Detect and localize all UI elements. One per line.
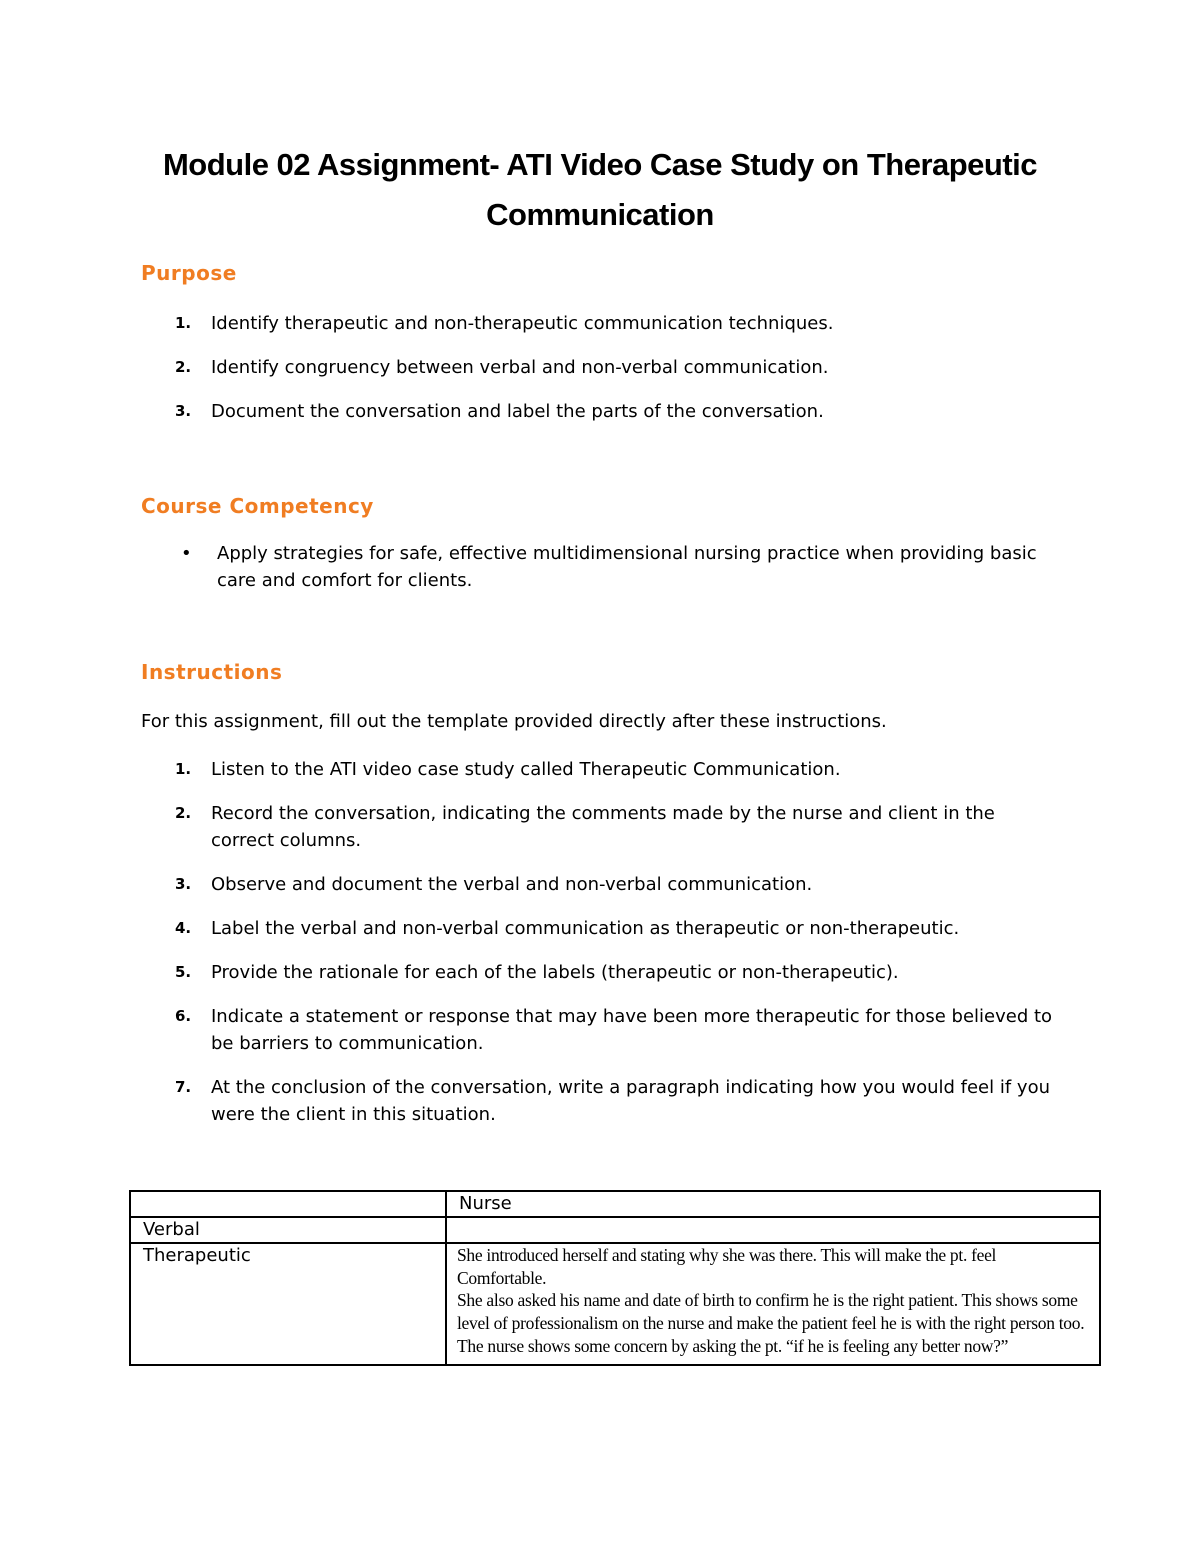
- cell-paragraph: She also asked his name and date of birth to confirm he is the right patient. This shows some level of professionalism on the nurse and make the patient feel he is with the right person too.: [457, 1290, 1085, 1334]
- table-row: [130, 1243, 1100, 1365]
- table-header-nurse: Nurse: [446, 1191, 1100, 1217]
- row-label-therapeutic: Therapeutic: [130, 1243, 446, 1365]
- bullet-icon: •: [181, 543, 192, 564]
- course-competency-heading: Course Competency: [141, 494, 374, 518]
- list-text: Document the conversation and label the parts of the conversation.: [211, 401, 824, 422]
- list-item: [141, 871, 1061, 898]
- list-text: Record the conversation, indicating the comments made by the nurse and client in the correct columns.: [211, 803, 995, 851]
- list-number: 5.: [175, 963, 192, 981]
- list-item: [141, 915, 1061, 942]
- list-number: 4.: [175, 919, 192, 937]
- list-item: [141, 800, 1061, 854]
- list-number: 6.: [175, 1007, 192, 1025]
- list-number: 1.: [175, 314, 192, 332]
- purpose-list: [141, 310, 1061, 425]
- list-number: 3.: [175, 875, 192, 893]
- instructions-list: [141, 756, 1061, 1128]
- instructions-heading: Instructions: [141, 660, 283, 684]
- list-number: 7.: [175, 1078, 192, 1096]
- list-text: Provide the rationale for each of the labels (therapeutic or non-therapeutic).: [211, 962, 899, 983]
- case-study-table: [129, 1190, 1101, 1366]
- list-number: 2.: [175, 804, 192, 822]
- list-item: [141, 1003, 1061, 1057]
- list-item: [141, 310, 1061, 337]
- row-label-verbal: Verbal: [130, 1217, 446, 1243]
- document-title: Module 02 Assignment- ATI Video Case Study on Therapeutic Communication: [162, 147, 1038, 232]
- list-item: [141, 959, 1061, 986]
- row-cell-verbal: [446, 1217, 1100, 1243]
- table-header-row: [130, 1191, 1100, 1217]
- cell-paragraph: She introduced herself and stating why she was there. This will make the pt. feel Comfortable.: [457, 1245, 997, 1288]
- list-text: Listen to the ATI video case study called Therapeutic Communication.: [211, 759, 841, 780]
- cell-paragraph: The nurse shows some concern by asking the pt. “if he is feeling any better now?”: [457, 1335, 1009, 1356]
- list-text: Apply strategies for safe, effective multidimensional nursing practice when providing basic care and comfort for clients.: [217, 543, 1037, 591]
- table-row: [130, 1217, 1100, 1243]
- list-text: Indicate a statement or response that may have been more therapeutic for those believed to be barriers to communication.: [211, 1006, 1053, 1054]
- list-text: Label the verbal and non-verbal communication as therapeutic or non-therapeutic.: [211, 918, 960, 939]
- list-number: 3.: [175, 402, 192, 420]
- list-text: At the conclusion of the conversation, write a paragraph indicating how you would feel if you were the client in this situation.: [211, 1077, 1050, 1125]
- list-number: 1.: [175, 760, 192, 778]
- row-cell-therapeutic: [446, 1243, 1100, 1365]
- list-text: Identify congruency between verbal and non-verbal communication.: [211, 357, 829, 378]
- list-number: 2.: [175, 358, 192, 376]
- list-item: [141, 756, 1061, 783]
- table-header-blank: [130, 1191, 446, 1217]
- list-text: Identify therapeutic and non-therapeutic communication techniques.: [211, 313, 834, 334]
- instructions-intro: For this assignment, fill out the template provided directly after these instructions.: [141, 711, 887, 732]
- list-text: Observe and document the verbal and non-verbal communication.: [211, 874, 813, 895]
- purpose-heading: Purpose: [141, 261, 237, 285]
- list-item: [141, 398, 1061, 425]
- list-item: [141, 354, 1061, 381]
- list-item: [141, 1074, 1061, 1128]
- list-item: [141, 540, 1071, 594]
- competency-list: [141, 540, 1071, 594]
